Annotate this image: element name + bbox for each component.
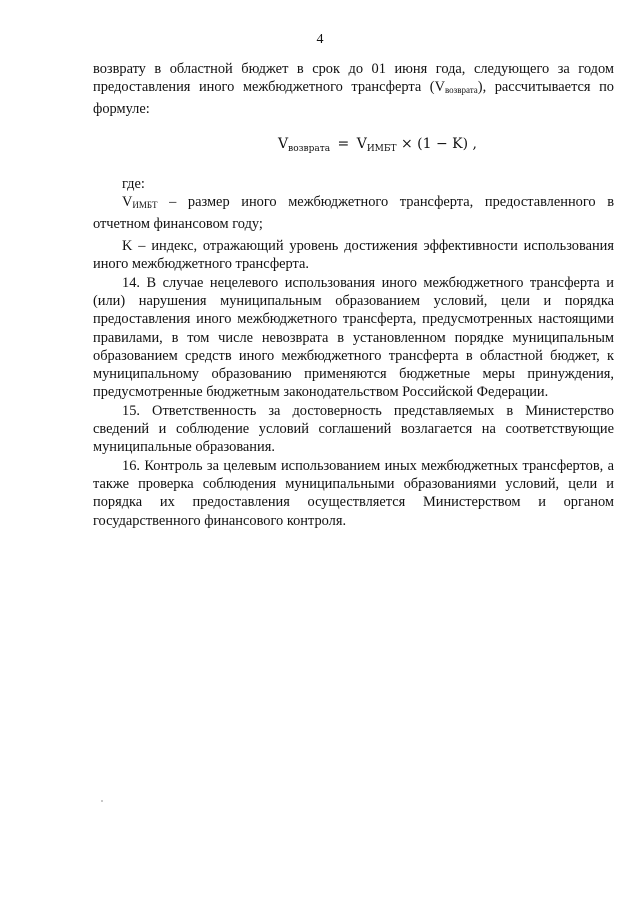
definition-v-imbt [93, 193, 614, 233]
intro-paragraph [93, 60, 614, 118]
paragraph-15: 15. Ответственность за достоверность представляемых в Министерство сведений и соблюдение условий соглашений возлагается на соответствующие муниципальные образования. [93, 402, 614, 456]
formula-lhs-var: V [278, 135, 289, 152]
def1-var: V [122, 194, 133, 211]
return-formula [141, 135, 614, 158]
paragraph-16: 16. Контроль за целевым использованием иных межбюджетных трансфертов, а также проверка соблюдения муниципальными образованиями условий, цели и порядка их предоставления осуществляется Министерством и органом государственного финансового контроля. [93, 457, 614, 529]
def1-text: – размер иного межбюджетного трансферта, предоставленного в отчетном финансовом году; [93, 194, 614, 232]
intro-text-part1: возврату в областной бюджет в срок до 01 июня года, следующего за годом предоставления иного межбюджетного трансферта (V [93, 61, 614, 96]
def1-sub: ИМБТ [132, 200, 158, 211]
formula-lhs-sub: возврата [288, 143, 331, 154]
formula-equals: = [337, 135, 350, 152]
formula-rhs-sub: ИМБТ [366, 143, 397, 154]
page-number: 4 [316, 32, 324, 47]
scan-speck [101, 800, 103, 802]
formula-rest: × (1 − K) , [400, 135, 477, 152]
document-body [93, 60, 614, 530]
intro-subscript: возврата [444, 85, 478, 96]
formula-rhs-var: V [356, 135, 367, 152]
paragraph-14: 14. В случае нецелевого использования иного межбюджетного трансферта и (или) нарушения муниципальным образованием условий, цели и порядка предоставления иного межбюджетного трансферта, предусмотренных настоящими правилами, в том числе невозврата в установленном порядке муниципальным образованием средств иного межбюджетного трансферта в областной бюджет, к муниципальному образованию применяются бюджетные меры принуждения, предусмотренные бюджетным законодательством Российской Федерации. [93, 274, 614, 401]
definition-k: K – индекс, отражающий уровень достижения эффективности использования иного межбюджетного трансферта. [93, 238, 614, 273]
where-label: где: [122, 176, 145, 193]
intro-text-part2: ), рассчитывается по формуле: [93, 79, 614, 117]
